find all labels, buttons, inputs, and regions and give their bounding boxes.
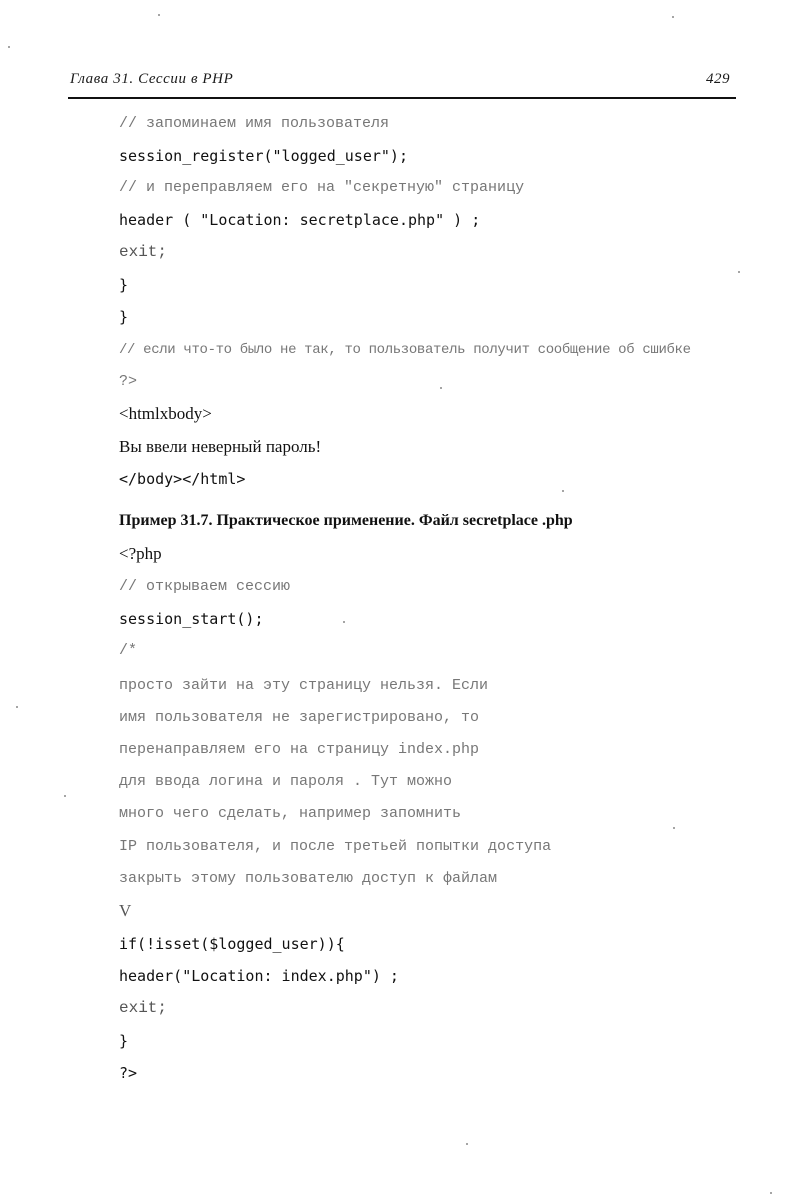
- code-line: header ( "Location: secretplace.php" ) ;: [119, 211, 481, 229]
- page-header: [70, 71, 730, 91]
- scan-speck: [562, 490, 564, 492]
- scan-speck: [770, 1192, 772, 1194]
- example-heading: Пример 31.7. Практическое применение. Файл secretplace .php: [119, 512, 573, 529]
- code-comment: перенаправляем его на страницу index.php: [119, 741, 480, 758]
- code-line: session_start();: [119, 610, 264, 628]
- scan-speck: [64, 795, 66, 797]
- code-comment: // если что-то было не так, то пользователь получит сообщение об сшибке: [119, 342, 691, 358]
- scan-speck: [8, 46, 10, 48]
- scan-speck: [158, 14, 160, 16]
- code-line: ?>: [119, 1064, 138, 1082]
- code-comment: IP пользователя, и после третьей попытки доступа: [119, 838, 552, 855]
- code-line: <htmlxbody>: [119, 404, 212, 423]
- code-line: <?php: [119, 544, 162, 563]
- code-line: /*: [119, 642, 138, 659]
- code-comment: // и переправляем его на "секретную" страницу: [119, 179, 525, 196]
- code-comment: // запоминаем имя пользователя: [119, 115, 390, 132]
- code-line: </body></html>: [119, 470, 246, 488]
- code-line: header("Location: index.php") ;: [119, 967, 399, 985]
- code-line: session_register("logged_user");: [119, 147, 408, 165]
- page-number: 429: [706, 71, 730, 87]
- code-comment: закрыть этому пользователю доступ к файлам: [119, 870, 498, 887]
- code-line: }: [119, 276, 129, 294]
- code-comment: имя пользователя не зарегистрировано, то: [119, 709, 480, 726]
- scan-speck: [343, 621, 345, 623]
- code-comment: для ввода логина и пароля . Тут можно: [119, 773, 453, 790]
- code-comment: // открываем сессию: [119, 578, 291, 595]
- scan-speck: [16, 706, 18, 708]
- scan-speck: [672, 16, 674, 18]
- code-line: }: [119, 308, 129, 326]
- code-line: V: [119, 901, 132, 920]
- code-line: exit;: [119, 243, 168, 261]
- code-comment: много чего сделать, например запомнить: [119, 805, 462, 822]
- code-line: exit;: [119, 999, 168, 1017]
- header-rule: [68, 97, 736, 99]
- scan-speck: [673, 827, 675, 829]
- code-line: ?>: [119, 373, 138, 390]
- scan-speck: [466, 1143, 468, 1145]
- scan-speck: [738, 271, 740, 273]
- scan-speck: [440, 387, 442, 389]
- code-line: Вы ввели неверный пароль!: [119, 437, 322, 456]
- code-comment: просто зайти на эту страницу нельзя. Если: [119, 677, 489, 694]
- code-line: if(!isset($logged_user)){: [119, 935, 345, 953]
- code-line: }: [119, 1032, 129, 1050]
- chapter-title: Глава 31. Сессии в PHP: [70, 71, 234, 87]
